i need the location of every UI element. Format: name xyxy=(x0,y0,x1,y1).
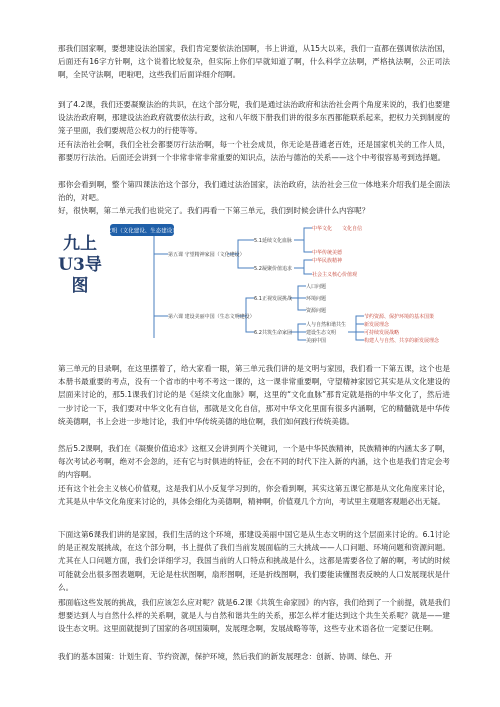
mindmap-leaf: 中华文化 xyxy=(312,226,333,232)
mindmap-leaf: 文化自信 xyxy=(342,226,363,232)
paragraph-4: 那你会看到啊，整个第四课法治这个部分，我们通过法治国家，法治政府，法治社会三位一体地来介绍我们是全面法治的，对吧。 xyxy=(58,180,450,203)
paragraph-7: 然后5.2课啊，我们在《凝聚价值追求》这框又会讲到两个关键词，一个是中华民族精神，民族精神的内涵太多了啊，每次考试必考啊，绝对不会忽的，还有它与时俱进的特征，会在不同的时代下注入新的内涵，这个也是我们肯定会考的内容啊。 xyxy=(58,444,450,480)
mindmap-leaf: 环境问题 xyxy=(306,296,327,302)
mindmap-figure xyxy=(58,220,450,348)
mindmap-branch6: 第六课 建设美丽中国（生态文明建设） xyxy=(168,314,255,320)
mindmap-leaf: 新发展理念 xyxy=(364,322,390,328)
mindmap-leaf: 中华传统美德 xyxy=(312,250,343,256)
mindmap-branch5: 第五课 守望精神家园（文化建设） xyxy=(168,252,245,258)
mindmap-leaf: 资源问题 xyxy=(306,308,327,314)
mindmap-branch5-2: 5.2凝聚价值追求 xyxy=(254,266,292,272)
paragraph-3: 还有法治社会啊，我们全社会都要厉行法治啊，每一个社会成员，你无论是普通老百姓，还是国家机关的工作人员，都要厉行法治。后面还会讲到一个非常非常非常重要的知识点，法治与德治的关系——这个中考很容易考到选择题。 xyxy=(58,140,450,163)
mindmap-leaf: 建设生态文明 xyxy=(306,330,337,336)
paragraph-6: 第三单元的目录啊，在这里摆着了，给大家看一眼，第三单元我们讲的是文明与家园，我们看一下第五课，这个也是本册书最重要的考点，没有一个省市的中考不考这一课的，这一课非常重要啊，守望精神家园它其实是从文化建设的层面来讨论的，那5.1课我们讨论的是《延续文化血脉》啊，这里的“文化血脉”那肯定就是指的中华文化了，然后进一步讨论一下，我们要对中华文化有自信，那就是文化自信，那对中华文化里面有很多内涵啊，它的精髓就是中华传统美德啊，书上会进一步地讨论，我们中华传统美德的地位啊，我们如何践行传统美德。 xyxy=(58,364,450,426)
paragraph-8: 还有这个社会主义核心价值观，这是我们从小反复学习到的，你会看到啊，其实这第五课它都是从文化角度来讨论，尤其是从中华文化角度来讨论的，具体会细化为美德啊，精神啊，价值观几个方向，考试里主观题客观题必出无疑。 xyxy=(58,484,450,507)
mindmap-leaf: 节约资源、保护环境的基本国策 xyxy=(364,314,435,320)
paragraph-1: 那我们国家啊，要想建设法治国家，我们肯定要依法治国啊，书上讲道，从15大以来，我们一直都在强调依法治国，后面还有16字方针啊，这个说着比较复杂，但实际上你们早就知道了啊，什么科学立法啊，严格执法啊，公正司法啊，全民守法啊，吧啦吧，这些我们后面详细介绍啊。 xyxy=(58,44,450,80)
mindmap-root: 文明（文化建设、生态建设） xyxy=(106,228,178,235)
mindmap-leaf: 人口问题 xyxy=(306,284,327,290)
mindmap-branch6-1: 6.1正视发展挑战 xyxy=(254,296,292,302)
paragraph-5: 好，很快啊，第二单元我们也说完了。我们再看一下第三单元，我们到时候会讲什么内容呢？ xyxy=(58,206,370,215)
mindmap-leaf: 人与自然和谐共生 xyxy=(306,322,347,328)
paragraph-9: 下面这第6课我们讲的是家园，我们生活的这个环境，那建设美丽中国它是从生态文明的这个层面来讨论的。6.1讨论的是正视发展挑战，在这个部分啊，书上提供了我们当前发展面临的三大挑战——人口问题、环境问题和资源问题。尤其在人口问题方面，我们会详细学习，我国当前的人口特点和挑战是什么，这都是需要各位了解的啊，考试的时候可能就会出很多图表题啊，无论是柱状图啊，扇形图啊，还是折线图啊，我们要能读懂图表反映的人口发展现状是什么。 xyxy=(58,530,450,592)
mindmap-branch5-1: 5.1延续文化血脉 xyxy=(254,238,292,244)
mindmap-branch6-2: 6.2共筑生命家园 xyxy=(254,330,292,336)
mindmap-svg xyxy=(58,220,450,348)
paragraph-2: 到了4.2课，我们还要凝聚法治的共识，在这个部分呢，我们是通过法治政府和法治社会两个角度来说的，我们也要建设法治政府啊，那建设法治政府就要依法行政，这和八年级下册我们讲的很多东西都能联系起来，把权力关到制度的笼子里面，我们要规范公权力的行使等等。 xyxy=(58,100,450,136)
mindmap-leaf: 中华民族精神 xyxy=(312,258,343,264)
mindmap-title: 九上U3导图 xyxy=(58,234,102,296)
mindmap-leaf: 可持续发展战略 xyxy=(364,330,400,336)
mindmap-leaf: 美丽中国 xyxy=(306,338,327,344)
paragraph-10: 那面临这些发展的挑战，我们应该怎么应对呢？就是6.2课《共筑生命家园》的内容，我们给到了一个前提，就是我们想要达到人与自然什么样的关系啊，就是人与自然和谐共生的关系，那怎么样才能达到这个共生关系呢？就是——建设生态文明。这里面就提到了国家的各项国策啊，发展理念啊，发展战略等等，这些专业术语各位一定要记住啊。 xyxy=(58,598,450,634)
paragraph-11: 我们的基本国策：计划生育、节约资源，保护环境，然后我们的新发展理念：创新、协调、绿色、开 xyxy=(58,652,393,661)
mindmap-leaf: 构建人与自然、共享的新发展理念 xyxy=(364,338,440,344)
mindmap-leaf: 社会主义核心价值观 xyxy=(312,272,358,278)
